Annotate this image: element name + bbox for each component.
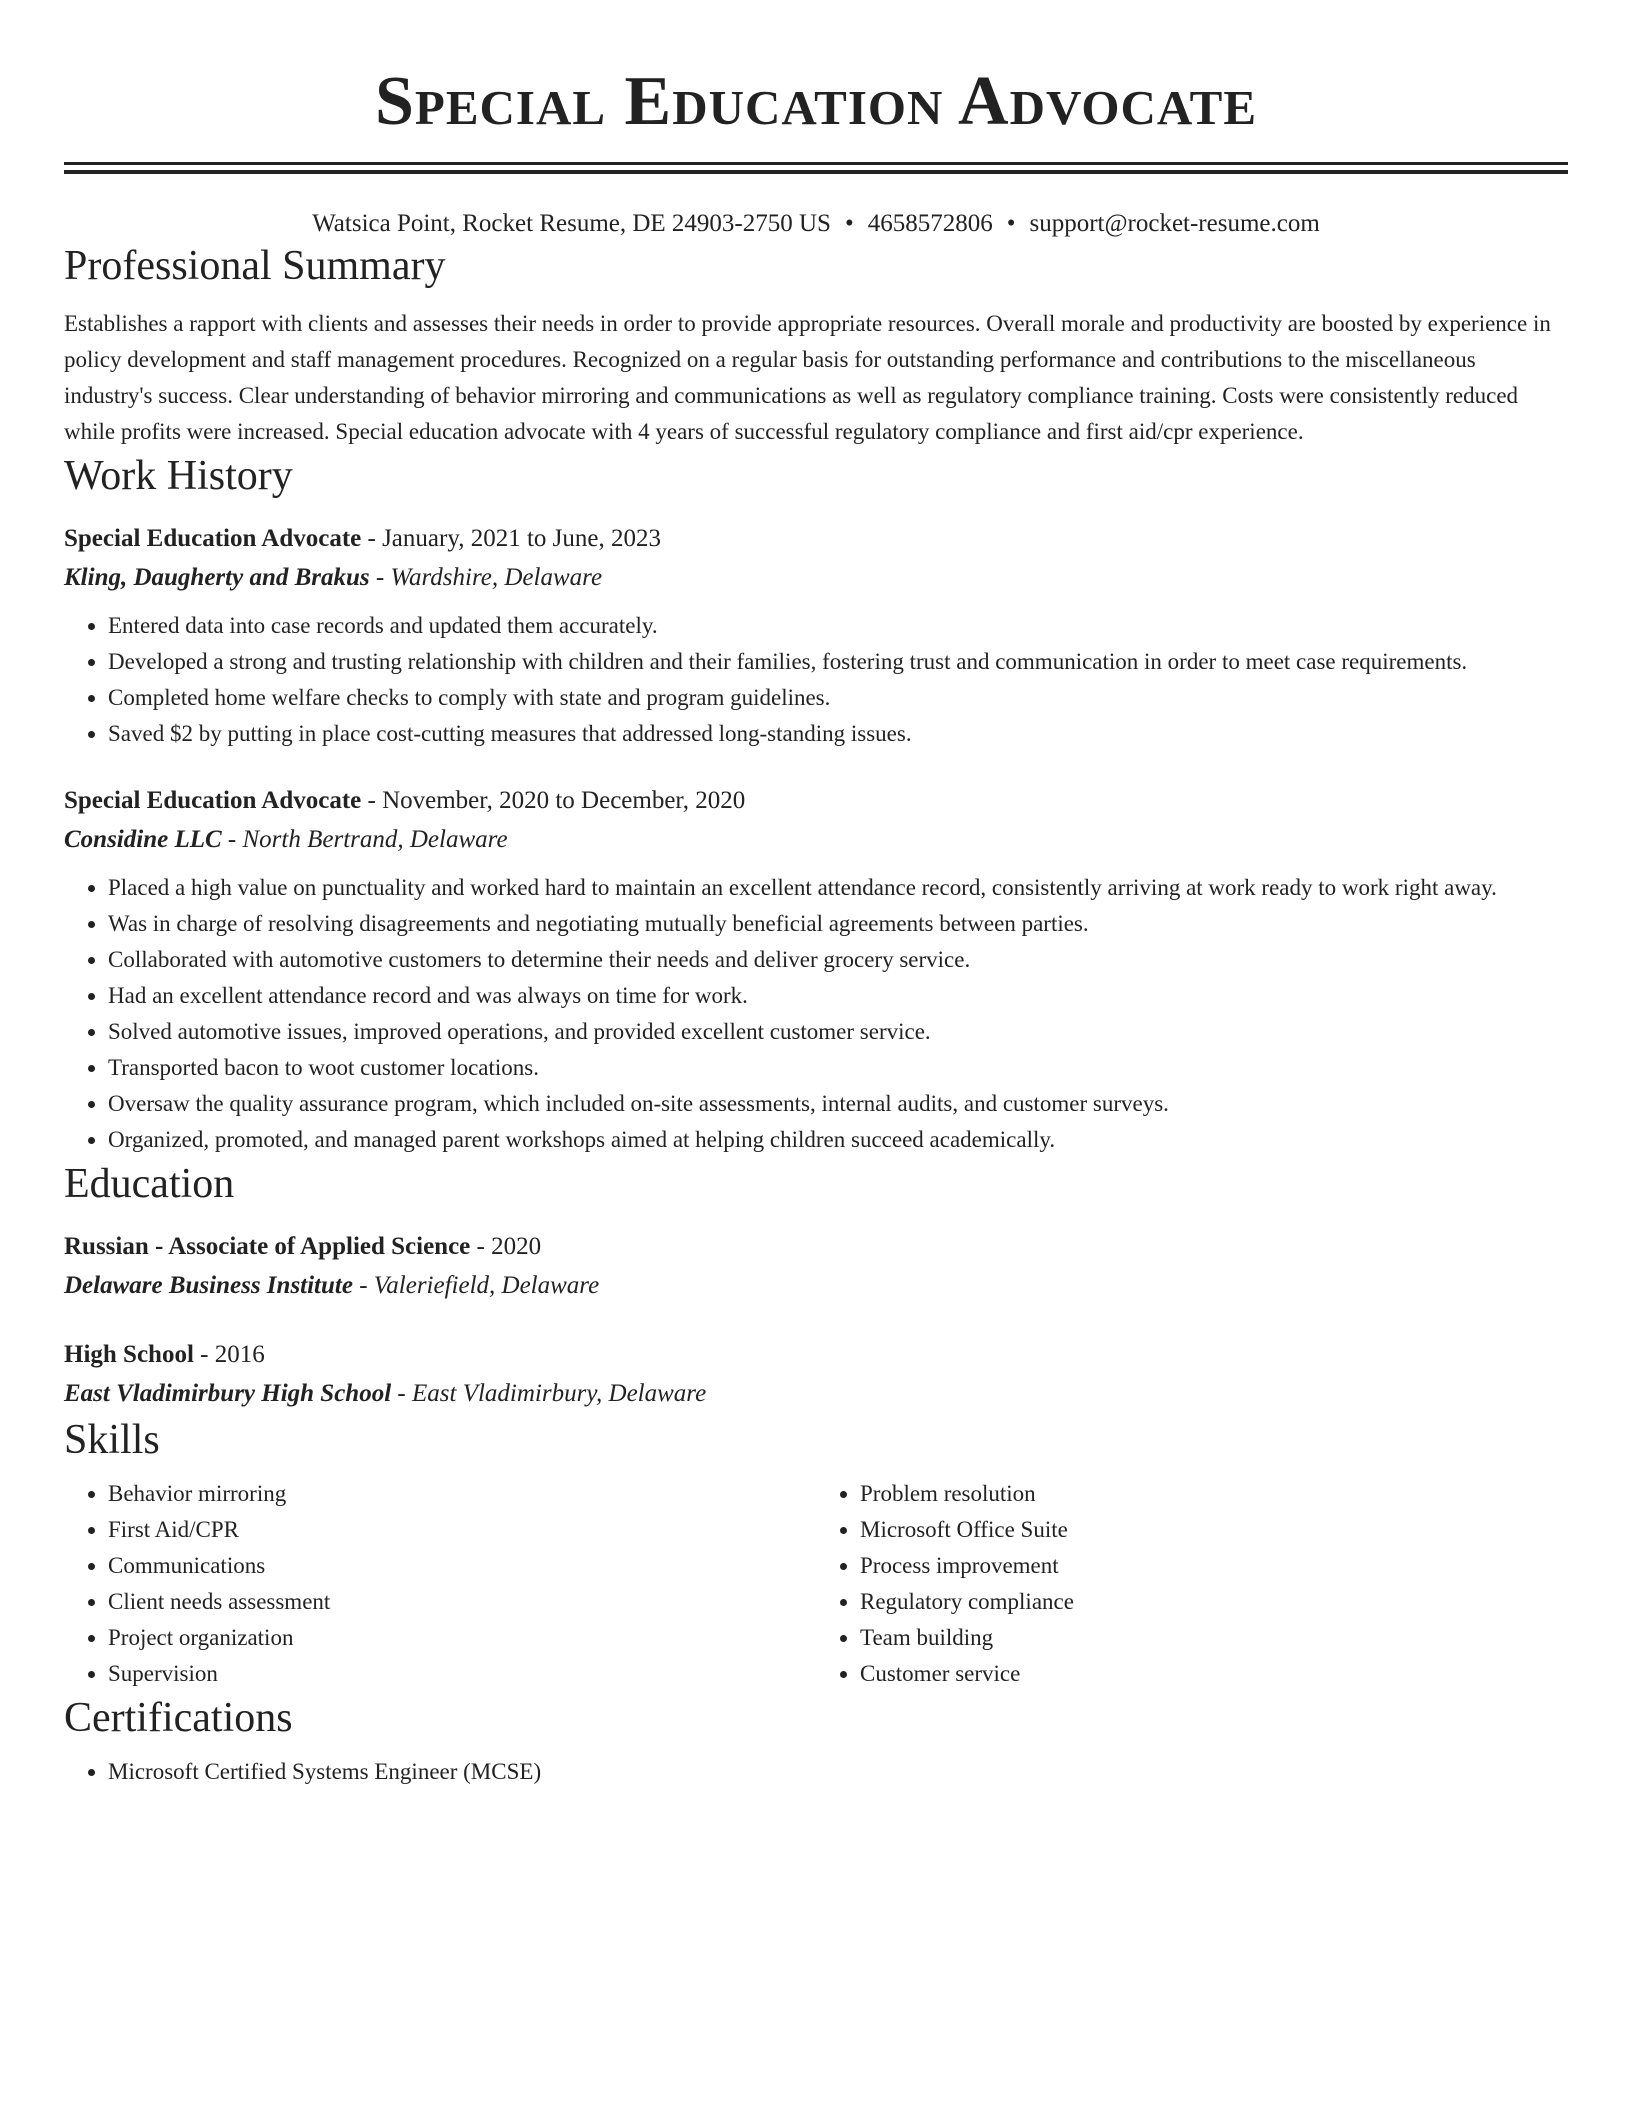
job-role: Special Education Advocate [64, 787, 362, 814]
job-bullet: • Solved automotive issues, improved operations, and provided excellent customer service. [108, 1014, 1568, 1050]
job-bullet: • Had an excellent attendance record and was always on time for work. [108, 978, 1568, 1014]
education-location: - Valeriefield, Delaware [352, 1272, 600, 1299]
resume-name: Special Education Advocate [374, 63, 1257, 140]
education-school-line [64, 1374, 1568, 1414]
job-entry [64, 520, 1568, 752]
education-degree: High School [64, 1341, 194, 1368]
job-bullet: • Developed a strong and trusting relationship with children and their families, fostering trust and communication in order to meet case requirements. [108, 644, 1568, 680]
skill-item: • Customer service [860, 1656, 1568, 1692]
job-company: Kling, Daugherty and Brakus [64, 564, 370, 591]
job-company-line [64, 558, 1568, 598]
education-year: - 2020 [470, 1233, 542, 1260]
job-bullet: • Completed home welfare checks to comply with state and program guidelines. [108, 680, 1568, 716]
skill-item: • Regulatory compliance [860, 1584, 1568, 1620]
job-bullet: • Transported bacon to woot customer locations. [108, 1050, 1568, 1086]
job-title-line [64, 782, 1568, 820]
contact-address: Watsica Point, Rocket Resume, DE 24903-2750 US [312, 210, 831, 237]
skill-item: • Client needs assessment [108, 1584, 816, 1620]
education-degree-line [64, 1336, 1568, 1374]
job-location: - Wardshire, Delaware [369, 564, 603, 591]
skill-item: • Supervision [108, 1656, 816, 1692]
job-dates: - January, 2021 to June, 2023 [361, 525, 661, 552]
certification-item: • Microsoft Certified Systems Engineer (MCSE) [108, 1754, 1568, 1790]
education-school: Delaware Business Institute [64, 1272, 353, 1299]
job-bullet: • Was in charge of resolving disagreements and negotiating mutually beneficial agreements between parties. [108, 906, 1568, 942]
job-bullet: • Entered data into case records and updated them accurately. [108, 608, 1568, 644]
job-dates: - November, 2020 to December, 2020 [361, 787, 746, 814]
skill-item: • Behavior mirroring [108, 1476, 816, 1512]
skill-item: • First Aid/CPR [108, 1512, 816, 1548]
job-entry [64, 782, 1568, 1158]
contact-separator: • [1006, 210, 1016, 237]
education-heading: Education [64, 1161, 235, 1207]
summary-text: Establishes a rapport with clients and assesses their needs in order to provide appropriate resources. Overall morale and productivity are boosted by experience in policy development and staff management procedures. Recognized on a regular basis for outstanding performance and contributions to the miscellaneous industry's success. Clear understanding of behavior mirroring and communications as well as regulatory compliance training. Costs were consistently reduced while profits were increased. Special education advocate with 4 years of successful regulatory compliance and first aid/cpr experience. [64, 311, 1551, 444]
skill-item: • Microsoft Office Suite [860, 1512, 1568, 1548]
education-entry [64, 1228, 1568, 1306]
skill-item: • Communications [108, 1548, 816, 1584]
job-bullets [64, 870, 1568, 1158]
job-bullet: • Oversaw the quality assurance program, which included on-site assessments, internal audits, and customer surveys. [108, 1086, 1568, 1122]
education-year: - 2016 [193, 1341, 265, 1368]
contact-line [64, 208, 1568, 240]
education-degree-line [64, 1228, 1568, 1266]
job-bullet: • Organized, promoted, and managed parent workshops aimed at helping children succeed academically. [108, 1122, 1568, 1158]
education-entry [64, 1336, 1568, 1414]
skills-heading: Skills [64, 1417, 160, 1463]
skills-column-left [64, 1476, 816, 1692]
contact-email: support@rocket-resume.com [1029, 210, 1320, 237]
certifications-heading: Certifications [64, 1695, 293, 1741]
job-bullet: • Saved $2 by putting in place cost-cutting measures that addressed long-standing issues. [108, 716, 1568, 752]
education-school: East Vladimirbury High School [64, 1380, 392, 1407]
job-role: Special Education Advocate [64, 525, 362, 552]
skills-columns [64, 1476, 1568, 1692]
summary-heading: Professional Summary [64, 243, 446, 289]
skill-item: • Process improvement [860, 1548, 1568, 1584]
job-bullet: • Placed a high value on punctuality and worked hard to maintain an excellent attendance record, consistently arriving at work ready to work right away. [108, 870, 1568, 906]
job-bullets [64, 608, 1568, 752]
skill-item: • Project organization [108, 1620, 816, 1656]
header-rule-top [64, 162, 1568, 165]
contact-phone: 4658572806 [867, 210, 993, 237]
education-degree: Russian - Associate of Applied Science [64, 1233, 471, 1260]
certifications-list [64, 1754, 1568, 1790]
job-location: - North Bertrand, Delaware [221, 826, 508, 853]
job-bullet: • Collaborated with automotive customers to determine their needs and deliver grocery service. [108, 942, 1568, 978]
skill-item: • Problem resolution [860, 1476, 1568, 1512]
skill-item: • Team building [860, 1620, 1568, 1656]
work-history-heading: Work History [64, 453, 293, 499]
job-company: Considine LLC [64, 826, 222, 853]
header-rule-bottom [64, 170, 1568, 174]
job-title-line [64, 520, 1568, 558]
education-school-line [64, 1266, 1568, 1306]
education-location: - East Vladimirbury, Delaware [391, 1380, 707, 1407]
contact-separator: • [844, 210, 854, 237]
skills-column-right [816, 1476, 1568, 1692]
job-company-line [64, 820, 1568, 860]
